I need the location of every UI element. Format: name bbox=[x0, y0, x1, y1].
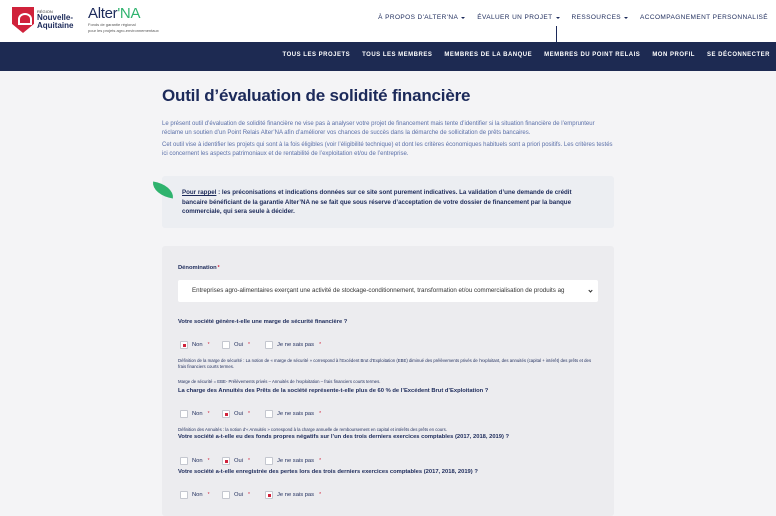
top-header bbox=[0, 0, 776, 42]
checkbox[interactable] bbox=[180, 491, 188, 499]
q4-option-oui[interactable]: Oui * bbox=[222, 491, 250, 499]
q2-option-non[interactable]: Non * bbox=[180, 410, 210, 418]
q3-option-oui[interactable]: Oui * bbox=[222, 457, 250, 465]
checkbox[interactable] bbox=[265, 457, 273, 465]
intro-text: Le présent outil d’évaluation de solidité financière ne vise pas à analyser votre projet de financement mais tente d’identifier si la situation financière de l’emprunteur réclame un soutien d’un Point Relais Alter’NA afin d’améliorer vos chances de succès dans la démarche de sollicitation de prêts bancaires. Cet outil vise à identifier les projets qui sont à la fois éligibles (voir l’éligibilité technique) et dont les critères économiques habituels sont a priori positifs. Les critères testés ici concernent les aspects patrimoniaux et de rentabilité de l’exploitation et/ou de l’entreprise. bbox=[162, 121, 613, 157]
q2-help: Définition des Annuités : la notion d’« Annuités » correspond à la charge annuelle de remboursement en capital et intérêts des prêts en cours. bbox=[178, 427, 447, 432]
checkbox[interactable] bbox=[265, 491, 273, 499]
checkbox[interactable] bbox=[265, 410, 273, 418]
subnav-all-members[interactable]: TOUS LES MEMBRES bbox=[362, 52, 433, 58]
denomination-label: Dénomination* bbox=[178, 265, 220, 271]
nav-support[interactable]: ACCOMPAGNEMENT PERSONNALISÉ bbox=[640, 14, 768, 21]
active-indicator bbox=[556, 26, 557, 42]
checkbox[interactable] bbox=[180, 341, 188, 349]
question-2: La charge des Annuités des Prêts de la société représente-t-elle plus de 60 % de l’Excédent Brut d’Exploitation ? bbox=[178, 388, 489, 394]
q1-option-non[interactable]: Non * bbox=[180, 341, 210, 349]
question-1: Votre société génère-t-elle une marge de sécurité financière ? bbox=[178, 319, 348, 325]
checkbox[interactable] bbox=[222, 410, 230, 418]
question-4: Votre société a-t-elle enregistrée des pertes lors des trois derniers exercices comptables (2017, 2018, 2019) ? bbox=[178, 469, 478, 475]
region-shield-icon bbox=[12, 7, 34, 33]
subnav-logout[interactable]: SE DÉCONNECTER bbox=[706, 52, 770, 58]
q4-option-nsp[interactable]: Je ne sais pas * bbox=[265, 491, 321, 499]
region-logo[interactable]: RÉGION Nouvelle- Aquitaine bbox=[12, 6, 74, 34]
checkbox[interactable] bbox=[222, 341, 230, 349]
q2-option-oui[interactable]: Oui * bbox=[222, 410, 250, 418]
subnav-my-profile[interactable]: MON PROFIL bbox=[652, 52, 695, 58]
question-3: Votre société a-t-elle eu des fonds propres négatifs sur l’un des trois derniers exercices comptables (2017, 2018, 2019) ? bbox=[178, 434, 510, 440]
reminder-notice: Pour rappel : les préconisations et indications données sur ce site sont purement indicatives. La validation d’une demande de crédit bancaire bénéficiant de la garantie Alter’NA ne se fait que sous réserve d’acceptation de votre dossier de financement par la banque commerciale, qui sera seule à décider. bbox=[162, 176, 614, 228]
chevron-down-icon bbox=[461, 17, 465, 19]
q2-option-nsp[interactable]: Je ne sais pas * bbox=[265, 410, 321, 418]
page-content bbox=[162, 86, 614, 158]
nav-about[interactable]: À PROPOS D'ALTER'NA bbox=[378, 14, 465, 21]
denomination-select[interactable]: Entreprises agro-alimentaires exerçant une activité de stockage-conditionnement, transformation et/ou commercialisation de produits ag bbox=[178, 280, 598, 302]
q1-option-oui[interactable]: Oui * bbox=[222, 341, 250, 349]
chevron-down-icon bbox=[556, 17, 560, 19]
q4-option-non[interactable]: Non * bbox=[180, 491, 210, 499]
alterna-logo[interactable]: Alter'NA Fonds de garantie régional pour les projets agro-environnementaux bbox=[88, 5, 159, 33]
q3-option-non[interactable]: Non * bbox=[180, 457, 210, 465]
q1-option-nsp[interactable]: Je ne sais pas * bbox=[265, 341, 321, 349]
q3-option-nsp[interactable]: Je ne sais pas * bbox=[265, 457, 321, 465]
page-title: Outil d’évaluation de solidité financière bbox=[162, 86, 471, 105]
nav-resources[interactable]: RESSOURCES bbox=[572, 14, 629, 21]
chevron-down-icon bbox=[588, 288, 592, 292]
checkbox[interactable] bbox=[265, 341, 273, 349]
checkbox[interactable] bbox=[222, 457, 230, 465]
checkbox[interactable] bbox=[180, 410, 188, 418]
main-nav bbox=[378, 14, 768, 21]
subnav-relay-members[interactable]: MEMBRES DU POINT RELAIS bbox=[544, 52, 641, 58]
chevron-down-icon bbox=[624, 17, 628, 19]
checkbox[interactable] bbox=[222, 491, 230, 499]
q1-help: Définition de la marge de sécurité : La notion de « marge de sécurité » correspond à l’Excédent Brut d’Exploitation (EBE) diminué des prélèvements privés de l’exploitant, des annuités (capital + intérêt) des prêts et des frais financiers courts termes. Marge de sécurité = EBE- Prélèvements privés – Annuités de l’exploitation – frais financiers courts termes. bbox=[178, 358, 592, 384]
leaf-icon bbox=[151, 182, 175, 199]
member-subnav bbox=[0, 42, 776, 71]
subnav-bank-members[interactable]: MEMBRES DE LA BANQUE bbox=[444, 52, 533, 58]
evaluation-form bbox=[162, 246, 614, 516]
subnav-all-projects[interactable]: TOUS LES PROJETS bbox=[282, 52, 351, 58]
nav-evaluate[interactable]: ÉVALUER UN PROJET bbox=[477, 14, 559, 21]
checkbox[interactable] bbox=[180, 457, 188, 465]
